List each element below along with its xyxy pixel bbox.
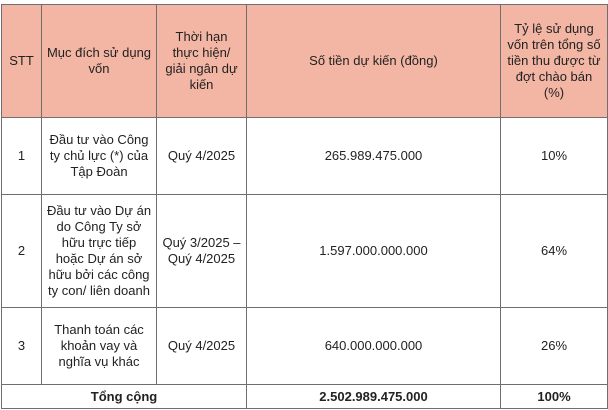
row-ratio: 26% [501, 308, 608, 385]
row-purpose: Đầu tư vào Công ty chủ lực (*) của Tập Đoàn [42, 118, 157, 195]
row-ratio: 10% [501, 118, 608, 195]
total-ratio: 100% [501, 385, 608, 409]
row-amount: 265.989.475.000 [247, 118, 501, 195]
total-label: Tổng cộng [2, 385, 247, 409]
row-timeline: Quý 4/2025 [157, 118, 247, 195]
table-row [2, 195, 608, 308]
row-timeline: Quý 3/2025 – Quý 4/2025 [157, 195, 247, 308]
row-stt: 2 [2, 195, 42, 308]
header-purpose: Mục đích sử dụng vốn [42, 5, 157, 118]
row-timeline: Quý 4/2025 [157, 308, 247, 385]
header-row [2, 5, 608, 118]
row-amount: 1.597.000.000.000 [247, 195, 501, 308]
table-row [2, 118, 608, 195]
header-timeline: Thời hạn thực hiện/ giải ngân dự kiến [157, 5, 247, 118]
total-row [2, 385, 608, 409]
row-purpose: Thanh toán các khoản vay và nghĩa vụ khác [42, 308, 157, 385]
header-ratio: Tỷ lệ sử dụng vốn trên tổng số tiền thu được từ đợt chào bán (%) [501, 5, 608, 118]
header-amount: Số tiền dự kiến (đồng) [247, 5, 501, 118]
row-amount: 640.000.000.000 [247, 308, 501, 385]
total-amount: 2.502.989.475.000 [247, 385, 501, 409]
row-stt: 3 [2, 308, 42, 385]
row-ratio: 64% [501, 195, 608, 308]
row-stt: 1 [2, 118, 42, 195]
table-row [2, 308, 608, 385]
capital-usage-table [1, 4, 608, 409]
header-stt: STT [2, 5, 42, 118]
row-purpose: Đầu tư vào Dự án do Công Ty sở hữu trực tiếp hoặc Dự án sở hữu bởi các công ty con/ liên doanh [42, 195, 157, 308]
